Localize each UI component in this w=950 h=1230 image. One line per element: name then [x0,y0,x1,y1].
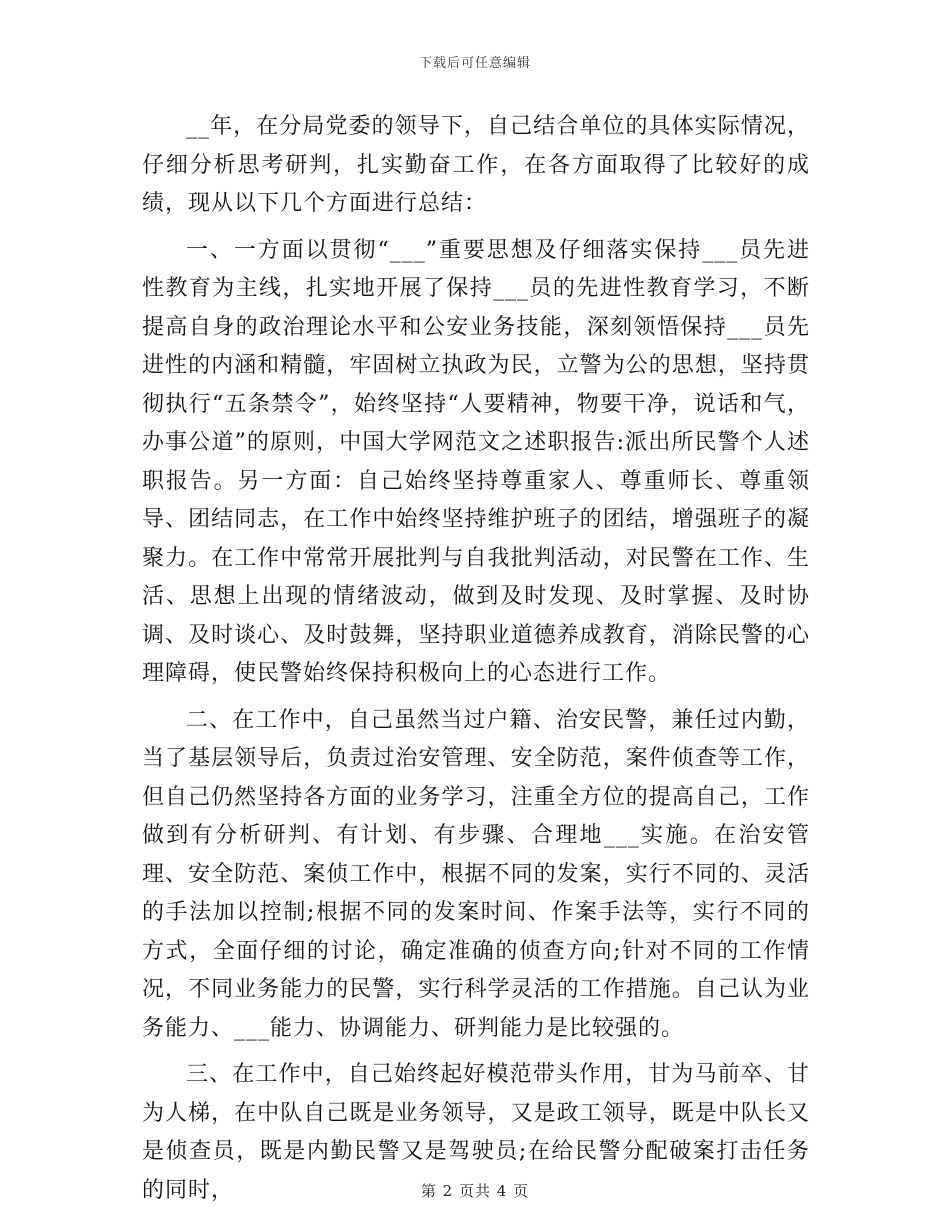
document-body [142,108,810,1218]
paragraph-intro: __年，在分局党委的领导下，自己结合单位的具体实际情况，仔细分析思考研判，扎实勤奋工作，在各方面取得了比较好的成绩，现从以下几个方面进行总结： [142,114,810,216]
header-note: 下载后可任意编辑 [418,56,531,71]
paragraph-section-1: 一、一方面以贯彻“___”重要思想及仔细落实保持___员先进性教育为主线，扎实地开展了保持___员的先进性教育学习，不断提高自身的政治理论水平和公安业务技能，深刻领悟保持___员先进性的内涵和精髓，牢固树立执政为民，立警为公的思想，坚持贯彻执行“五条禁令”，始终坚持“人要精神，物要干净，说话和气，办事公道”的原则，中国大学网范文之述职报告:派出所民警个人述职报告。另一方面：自己始终坚持尊重家人、尊重师长、尊重领导、团结同志，在工作中始终坚持维护班子的团结，增强班子的凝聚力。在工作中常常开展批判与自我批判活动，对民警在工作、生活、思想上出现的情绪波动，做到及时发现、及时掌握、及时协调、及时谈心、及时鼓舞，坚持职业道德养成教育，消除民警的心理障碍，使民警始终保持积极向上的心态进行工作。 [142,237,810,686]
page-number: 第 2 页共 4 页 [420,1182,530,1200]
paragraph-section-3: 三、在工作中，自己始终起好模范带头作用，甘为马前卒、甘为人梯，在中队自己既是业务领导，又是政工领导，既是中队长又是侦查员，既是内勤民警又是驾驶员;在给民警分配破案打击任务的同时， [142,1062,810,1203]
paragraph-section-2: 二、在工作中，自己虽然当过户籍、治安民警，兼任过内勤，当了基层领导后，负责过治安管理、安全防范，案件侦查等工作，但自己仍然坚持各方面的业务学习，注重全方位的提高自己，工作做到有分析研判、有计划、有步骤、合理地___实施。在治安管理、安全防范、案侦工作中，根据不同的发案，实行不同的、灵活的手法加以控制;根据不同的发案时间、作案手法等，实行不同的方式，全面仔细的讨论，确定准确的侦查方向;针对不同的工作情况，不同业务能力的民警，实行科学灵活的工作措施。自己认为业务能力、___能力、协调能力、研判能力是比较强的。 [142,707,810,1041]
